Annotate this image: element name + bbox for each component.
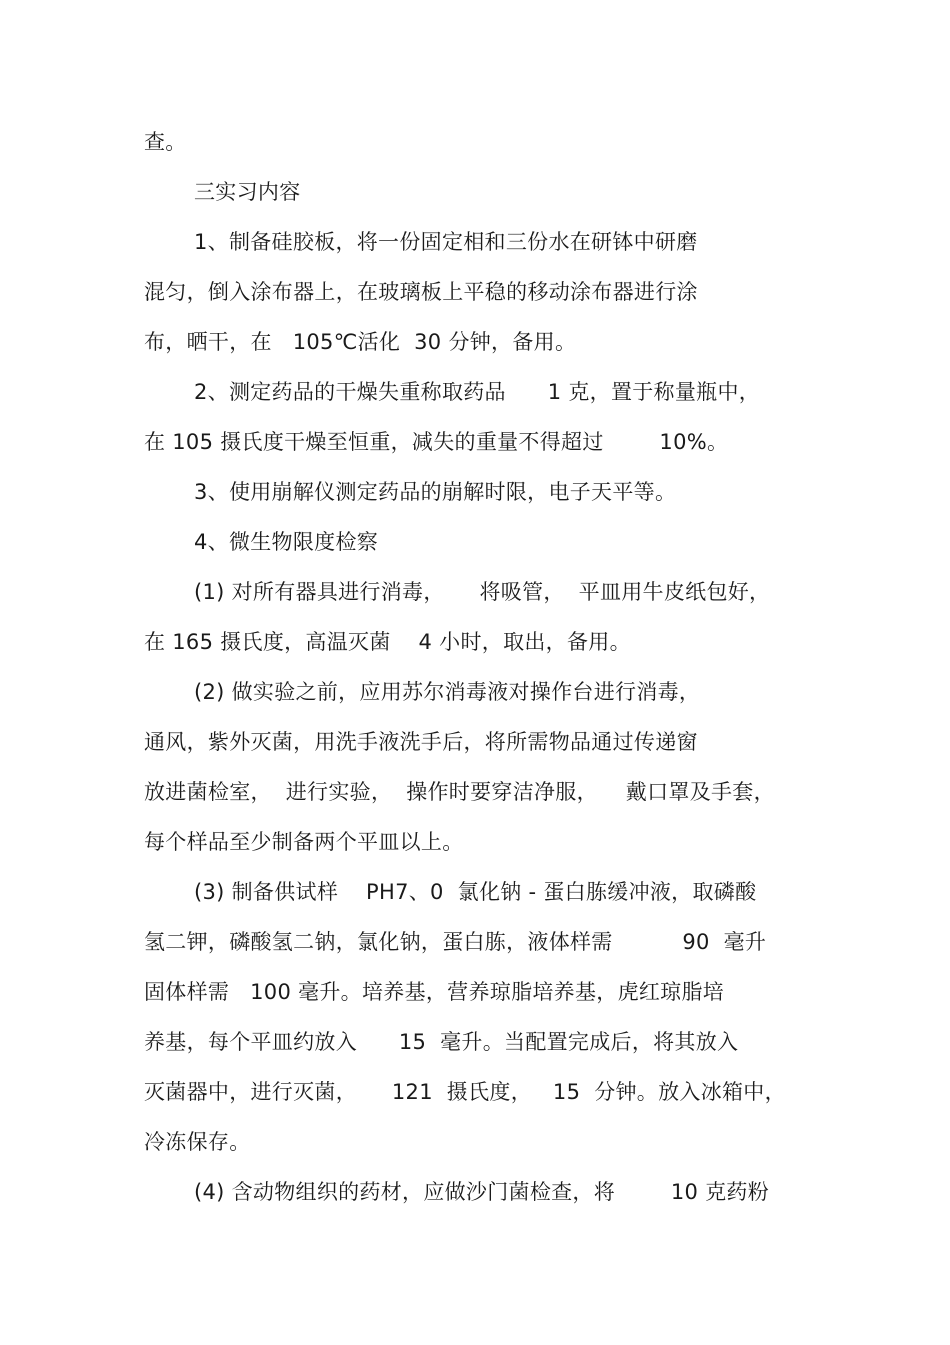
- text-line-22: (4) 含动物组织的药材，应做沙门菌检查，将 10 克药粉: [194, 1180, 770, 1204]
- text-line-20: 灭菌器中，进行灭菌， 121 摄氏度， 15 分钟。放入冰箱中，: [144, 1080, 786, 1104]
- text-line-17: 氢二钾，磷酸氢二钠，氯化钠，蛋白胨，液体样需 90 毫升: [144, 930, 767, 954]
- text-line-9: 4、微生物限度检察: [194, 530, 379, 554]
- text-line-14: 放进菌检室， 进行实验， 操作时要穿洁净服， 戴口罩及手套，: [144, 780, 775, 804]
- text-line-19: 养基，每个平皿约放入 15 毫升。当配置完成后，将其放入: [144, 1030, 739, 1054]
- text-line-5: 布，晒干，在 105℃活化 30 分钟，备用。: [144, 330, 577, 354]
- text-line-11: 在 165 摄氏度，高温灭菌 4 小时，取出，备用。: [144, 630, 631, 654]
- section-heading: 三实习内容: [194, 180, 301, 204]
- text-line-21: 冷冻保存。: [144, 1130, 251, 1154]
- text-line-10: (1) 对所有器具进行消毒， 将吸管， 平皿用牛皮纸包好，: [194, 580, 771, 604]
- text-line-18: 固体样需 100 毫升。培养基，营养琼脂培养基，虎红琼脂培: [144, 980, 725, 1004]
- text-line-8: 3、使用崩解仪测定药品的崩解时限，电子天平等。: [194, 480, 677, 504]
- text-line-6: 2、测定药品的干燥失重称取药品 1 克，置于称量瓶中，: [194, 380, 761, 404]
- text-line-3: 1、制备硅胶板，将一份固定相和三份水在研钵中研磨: [194, 230, 698, 254]
- text-line-15: 每个样品至少制备两个平皿以上。: [144, 830, 464, 854]
- text-line-1: 查。: [144, 130, 187, 154]
- text-line-16: (3) 制备供试样 PH7、0 氯化钠 - 蛋白胨缓冲液，取磷酸: [194, 880, 757, 904]
- text-line-12: (2) 做实验之前，应用苏尔消毒液对操作台进行消毒，: [194, 680, 701, 704]
- text-line-13: 通风，紫外灭菌，用洗手液洗手后，将所需物品通过传递窗: [144, 730, 698, 754]
- text-line-7: 在 105 摄氏度干燥至恒重，减失的重量不得超过 10%。: [144, 430, 729, 454]
- text-line-4: 混匀，倒入涂布器上，在玻璃板上平稳的移动涂布器进行涂: [144, 280, 698, 304]
